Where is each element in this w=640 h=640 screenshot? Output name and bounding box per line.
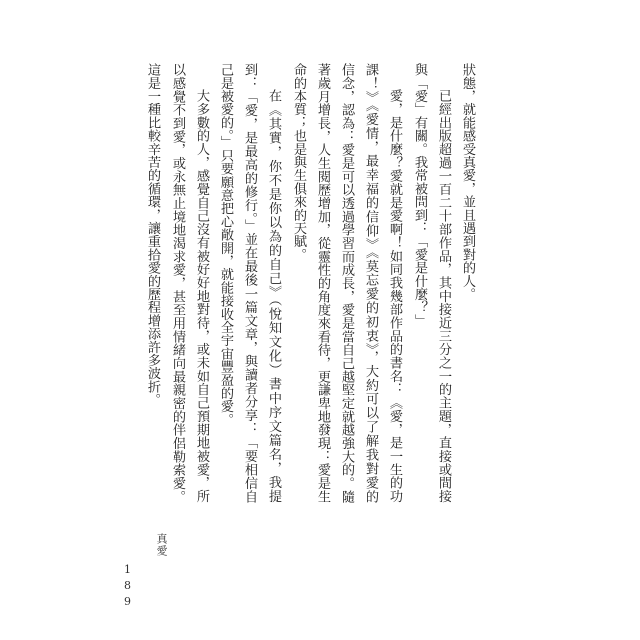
text-column: 己是被愛的。」只要願意把心敞開，就能接收全宇宙豐盈的愛。	[218, 63, 233, 426]
text-column: 在《其實，你不是你以為的自己》（悅知文化）書中序文篇名，我提	[266, 89, 281, 503]
text-column: 到：「愛，是最高的修行。」並在最後一篇文章，與讀者分享：「要相信自	[242, 63, 257, 503]
page-number: 189	[121, 563, 134, 611]
text-column: 大多數的人，感覺自己沒有被好好地對待，或未如自己預期地被愛，所	[194, 89, 209, 503]
text-column: 這是一種比較辛苦的循環，讓重拾愛的歷程增添許多波折。	[145, 63, 160, 407]
text-column: 著歲月增長，人生閱歷增加，從靈性的角度來看待，更謙卑地發現：愛是生	[315, 63, 330, 503]
text-column: 狀態，就能感受真愛，並且遇到對的人。	[460, 63, 475, 301]
text-column: 信念，認為：愛是可以透過學習而成長，愛是當自己越堅定就越強大的。隨	[339, 63, 354, 503]
text-column: 愛，是什麼？愛就是愛啊！如同我幾部作品的書名：《愛，是一生的功	[387, 89, 402, 503]
text-column: 命的本質；也是與生俱來的天賦。	[291, 63, 306, 261]
text-column: 課！》《愛情，最幸福的信仰》《莫忘愛的初衷》，大約可以了解我對愛的	[363, 63, 378, 503]
text-column: 以感覺不到愛，或永無止境地渴求愛，甚至用情緒向最親密的伴侶勒索愛。	[170, 63, 185, 503]
text-column: 已經出版超過一百二十部作品，其中接近三分之一的主題，直接或間接	[436, 89, 451, 503]
running-head: 真愛	[155, 533, 168, 557]
text-column: 與「愛」有關。我常被問到：「愛是什麼？」	[412, 63, 427, 327]
